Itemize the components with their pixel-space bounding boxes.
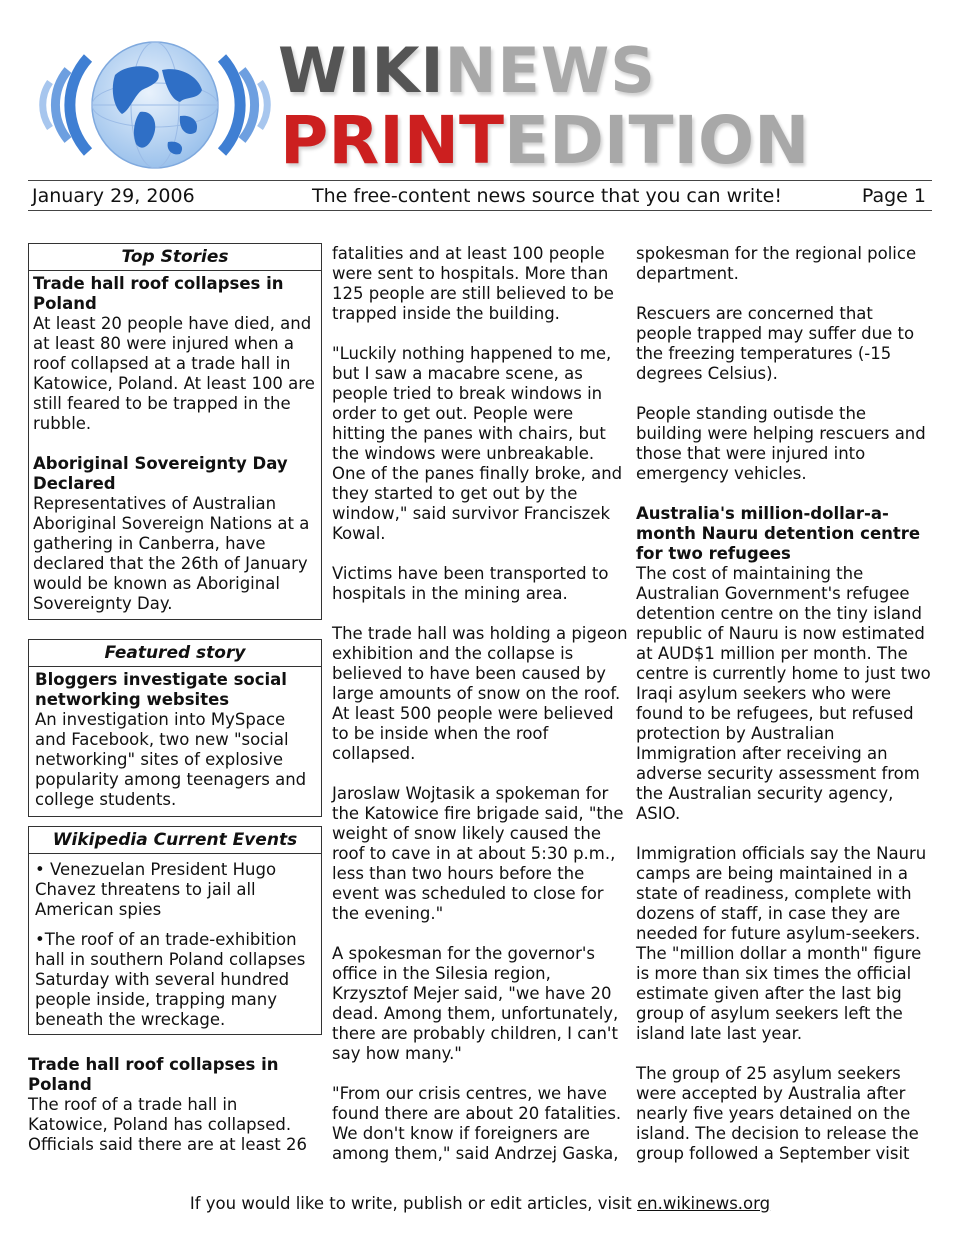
article-paragraph: The group of 25 asylum seekers were accepted by Australia after nearly five years detained on the island. The decision to release the group followed a September visit — [636, 1064, 919, 1163]
article-paragraph: Immigration officials say the Nauru camps are being maintained in a state of readiness, complete with dozens of staff, in case they are needed for future asylum-seekers. The "million dollar a month" figure is more than six times the official estimate given after the last big group of asylum seekers left the island late last year. — [636, 844, 927, 1043]
article-trade-hall-start — [28, 1055, 322, 1155]
article-paragraph: The trade hall was holding a pigeon exhibition and the collapse is believed to have been caused by large amounts of snow on the roof. At least 500 people were believed to be inside when the roof collapsed. — [332, 624, 628, 763]
current-event-item[interactable]: •The roof of an trade-exhibition hall in southern Poland collapses Saturday with several hundred people inside, trapping many beneath the wreckage. — [35, 930, 306, 1029]
masthead-print-edition — [280, 104, 809, 178]
article-paragraph: Jaroslaw Wojtasik a spokeman for the Katowice fire brigade said, "the weight of snow likely caused the roof to cave in at about 5:30 p.m., less than two hours before the event was scheduled to close for the evening." — [332, 784, 624, 923]
article-paragraph: spokesman for the regional police department. — [636, 244, 917, 283]
footer — [0, 1193, 960, 1215]
featured-story-box — [28, 639, 322, 817]
article-paragraph: "From our crisis centres, we have found there are about 20 fatalities. We don't know if foreigners are among them," said Andrzej Gaska, — [332, 1084, 622, 1163]
masthead-print: PRINT — [280, 102, 505, 179]
article-paragraph: "Luckily nothing happened to me, but I saw a macabre scene, as people tried to break windows in order to get out. People were hitting the panes with chairs, but the windows were unbreakable. One of the panes finally broke, and they started to get out by the window," said survivor Franciszek Kowal. — [332, 344, 623, 543]
article-paragraph: A spokesman for the governor's office in the Silesia region, Krzysztof Mejer said, "we have 20 dead. Among them, unfortunately, there are probably children, I can't say how many." — [332, 944, 619, 1063]
rule-bottom — [28, 210, 932, 211]
featured-summary: An investigation into MySpace and Facebook, two new "social networking" sites of explosive popularity among teenagers and college students. — [35, 710, 307, 809]
masthead-edition: EDITION — [504, 102, 810, 179]
globe-icon — [30, 30, 280, 175]
article-paragraph: The roof of a trade hall in Katowice, Poland has collapsed. Officials said there are at least 26 — [28, 1095, 307, 1154]
story-title[interactable]: Trade hall roof collapses in Poland — [33, 274, 284, 313]
article-paragraph: The cost of maintaining the Australian Government's refugee detention centre on the tiny island republic of Nauru is now estimated at AUD$1 million per month. The centre is currently home to just two Iraqi asylum seekers who were found to be refugees, but refused protection by Australian Immigration after receiving an adverse security assessment from the Australian security agency, ASIO. — [636, 564, 931, 823]
story-summary: At least 20 people have died, and at least 80 were injured when a roof collapsed at a trade hall in Katowice, Poland. At least 100 are still feared to be trapped in the rubble. — [33, 314, 315, 433]
top-stories-heading: Top Stories — [29, 244, 321, 271]
current-event-item[interactable]: • Venezuelan President Hugo Chavez threatens to jail all American spies — [35, 860, 277, 919]
article-title: Australia's million-dollar-a-month Nauru detention centre for two refugees — [636, 504, 921, 563]
masthead-wiki: WIKI — [278, 34, 445, 107]
masthead-news: NEWS — [444, 34, 656, 107]
wikinews-link[interactable]: en.wikinews.org — [637, 1194, 771, 1213]
masthead-wikinews — [278, 36, 656, 106]
article-paragraph: People standing outisde the building were helping rescuers and those that were injured into emergency vehicles. — [636, 404, 926, 483]
slogan: The free-content news source that you can write! — [312, 185, 782, 207]
page-number: Page 1 — [861, 185, 926, 207]
story-summary: Representatives of Australian Aboriginal Sovereign Nations at a gathering in Canberra, have declared that the 26th of January would be known as Aboriginal Sovereignty Day. — [33, 494, 310, 613]
top-stories-box — [28, 243, 322, 620]
article-paragraph: Rescuers are concerned that people trapped may suffer due to the freezing temperatures (-15 degrees Celsius). — [636, 304, 915, 383]
current-events-box — [28, 826, 322, 1035]
footer-text: If you would like to write, publish or edit articles, visit — [189, 1194, 638, 1213]
story-title[interactable]: Aboriginal Sovereignty Day Declared — [33, 454, 288, 493]
column-3 — [636, 244, 934, 1164]
article-trade-hall-column-2 — [332, 244, 628, 1164]
dateline — [28, 181, 932, 211]
issue-date: January 29, 2006 — [32, 185, 195, 207]
article-title: Trade hall roof collapses in Poland — [28, 1055, 279, 1094]
article-paragraph: Victims have been transported to hospitals in the mining area. — [332, 564, 609, 603]
featured-title[interactable]: Bloggers investigate social networking websites — [35, 670, 287, 709]
current-events-heading: Wikipedia Current Events — [29, 827, 321, 854]
article-paragraph: fatalities and at least 100 people were sent to hospitals. More than 125 people are still believed to be trapped inside the building. — [332, 244, 614, 323]
featured-heading: Featured story — [29, 640, 321, 667]
